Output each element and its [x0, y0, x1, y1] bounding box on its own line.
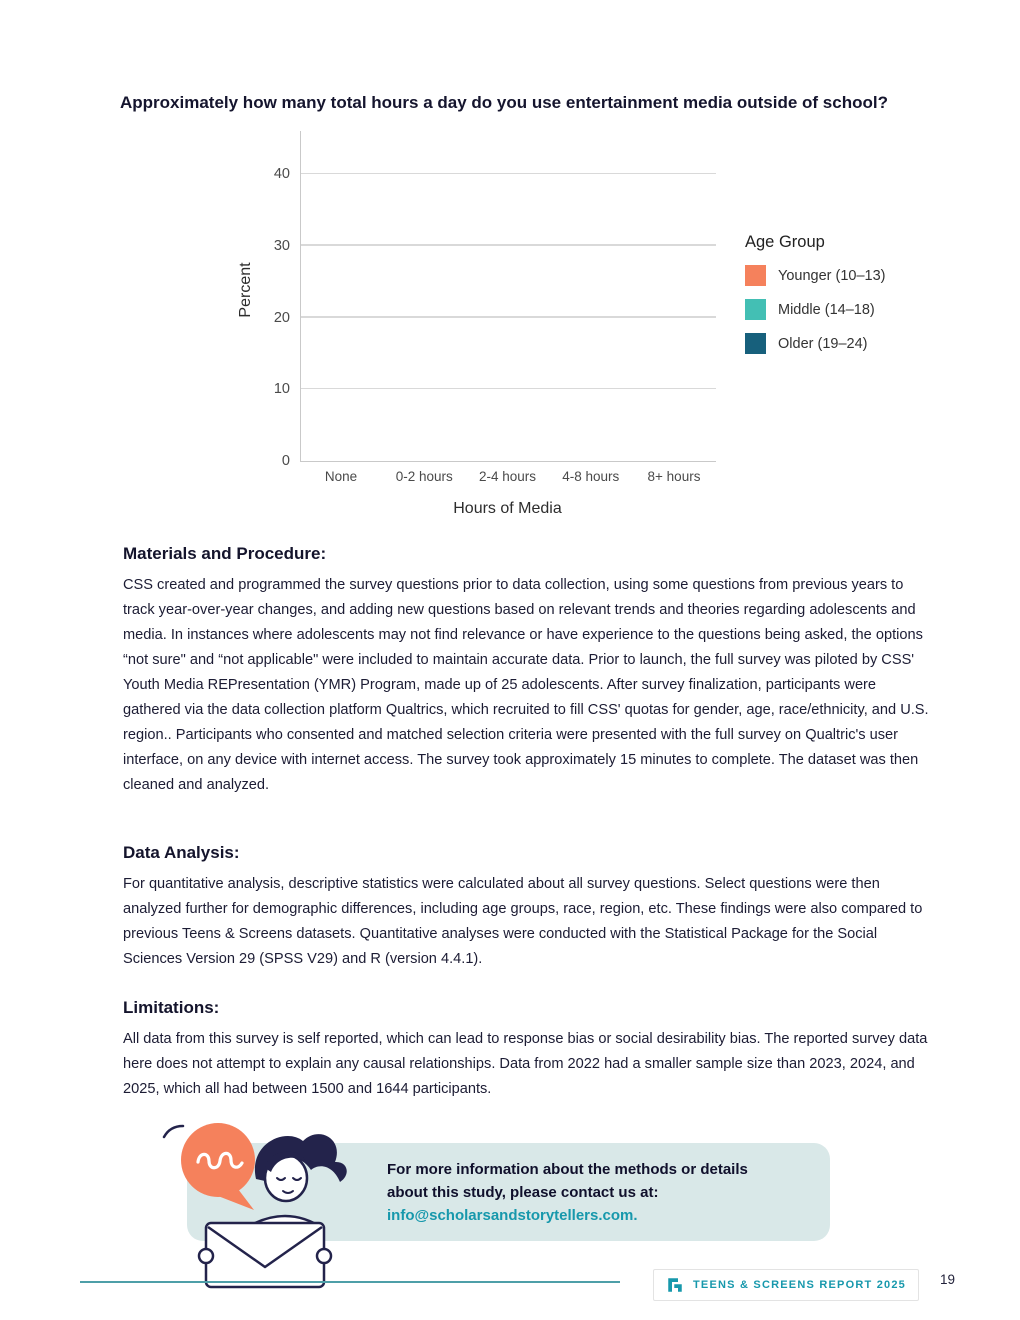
- y-axis-tick-label: 40: [273, 166, 290, 183]
- y-axis-tick-label: 0: [281, 453, 290, 469]
- section-heading: Data Analysis:: [123, 843, 240, 862]
- section-body: For quantitative analysis, descriptive statistics were calculated about all survey questions. Select questions were then analyzed further for demographic differences, including age groups, race, region, etc. These findings were also compared to previous Teens & Screens datasets. Quantitative analyses were conducted with the Statistical Package for the Social Sciences Version 29 (SPSS V29) and R (version 4.4.1).: [123, 876, 923, 967]
- legend-title: Age Group: [745, 233, 825, 251]
- section-materials-and-procedure: [123, 544, 935, 798]
- chart-plot-area: [273, 131, 716, 469]
- legend-swatch: [745, 333, 766, 354]
- bar-groups: [301, 131, 716, 461]
- y-axis-tick-label: 30: [273, 237, 290, 254]
- chart-legend: [745, 233, 886, 354]
- legend-label: Older (19–24): [778, 335, 868, 352]
- x-axis-tick-label: None: [324, 469, 358, 484]
- section-body: All data from this survey is self reported, which can lead to response bias or social desirability bias. The reported survey data here does not attempt to explain any causal relationships. Data from 2022 had a smaller sample size than 2023, 2024, and 2025, which all had between 1500 and 1644 participants.: [123, 1031, 928, 1097]
- y-axis-label: Percent: [237, 262, 254, 318]
- contact-text-line-2: about this study, please contact us at:: [387, 1184, 659, 1201]
- x-axis-tick-label: 8+ hours: [647, 469, 701, 484]
- x-axis-title: Hours of Media: [453, 500, 562, 517]
- footer-divider: [80, 1281, 620, 1283]
- contact-email-link[interactable]: info@scholarsandstorytellers.com.: [387, 1207, 638, 1224]
- section-body: CSS created and programmed the survey questions prior to data collection, using some questions from previous years to track year-over-year changes, and adding new questions based on relevant trends and theories regarding adolescents and media. In instances where adolescents may not find relevance or have experience to the questions being asked, the options “not sure" and “not applicable" were included to maintain accurate data. Prior to launch, the full survey was piloted by CSS' Youth Media REPresentation (YMR) Program, made up of 25 adolescents. After survey finalization, participants were gathered via the data collection platform Qualtrics, which recruited to fill CSS' quotas for gender, age, race/ethnicity, and U.S. region.. Participants who consented and matched selection criteria were presented with the full survey on Qualtric's user interface, on any device with internet access. The survey took approximately 15 minutes to complete. The dataset was then cleaned and analyzed.: [123, 577, 929, 793]
- section-data-analysis: [123, 843, 935, 972]
- legend-label: Younger (10–13): [778, 267, 886, 284]
- y-axis-tick-label: 20: [273, 309, 290, 326]
- legend-item: [745, 265, 886, 286]
- x-axis-tick-label: 0-2 hours: [395, 469, 453, 484]
- x-axis-tick-labels: [300, 469, 715, 484]
- brand-logo-icon: [666, 1276, 684, 1294]
- page-number: 19: [940, 1272, 956, 1287]
- right-hand: [317, 1249, 331, 1263]
- contact-text-line-1: For more information about the methods or details: [387, 1161, 748, 1178]
- motion-line-icon: [164, 1126, 183, 1137]
- footer-brand-text: TEENS & SCREENS REPORT 2025: [693, 1279, 906, 1291]
- section-heading: Materials and Procedure:: [123, 544, 327, 563]
- legend-item: [745, 299, 886, 320]
- x-axis-tick-label: 4-8 hours: [562, 469, 620, 484]
- section-limitations: [123, 998, 935, 1102]
- left-hand: [199, 1249, 213, 1263]
- y-axis-tick-label: 10: [273, 381, 290, 398]
- section-heading: Limitations:: [123, 998, 220, 1017]
- footer-brand: [653, 1269, 919, 1301]
- envelope-icon: [206, 1223, 324, 1287]
- legend-swatch: [745, 265, 766, 286]
- page-title: Approximately how many total hours a day do you use entertainment media outside of school?: [120, 93, 888, 112]
- contact-illustration: [150, 1115, 380, 1295]
- x-axis-tick-label: 2-4 hours: [478, 469, 537, 484]
- legend-items: [745, 265, 886, 354]
- speech-bubble-icon: [181, 1123, 255, 1197]
- legend-label: Middle (14–18): [778, 301, 875, 318]
- legend-item: [745, 333, 886, 354]
- legend-swatch: [745, 299, 766, 320]
